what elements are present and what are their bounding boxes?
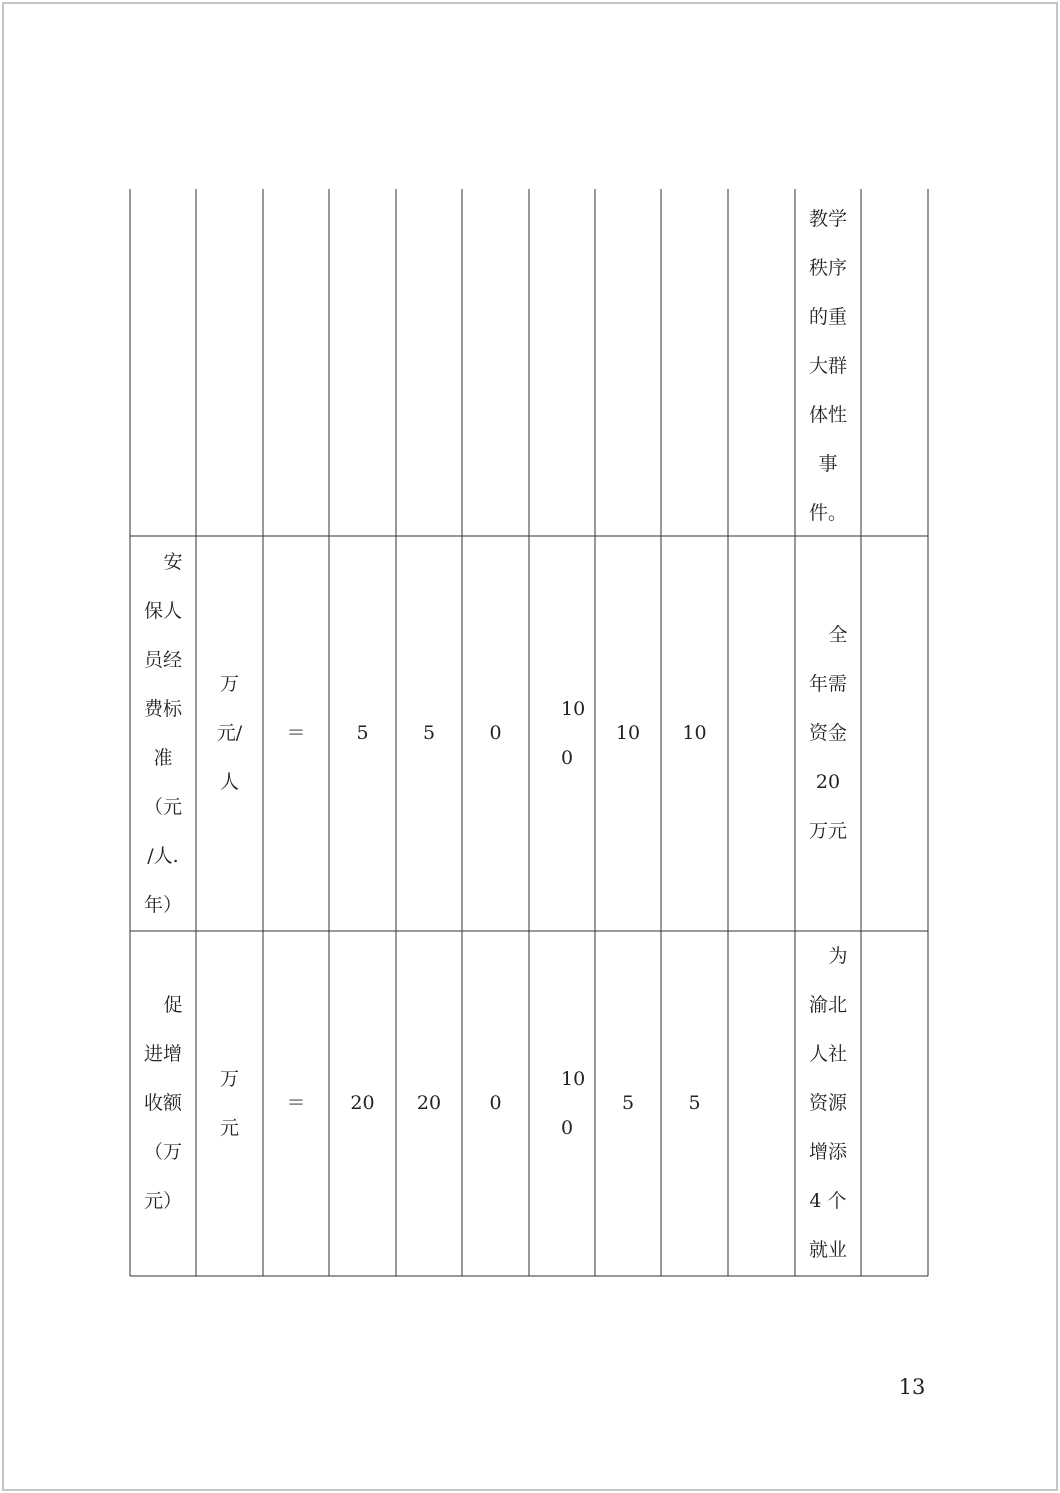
value-cell xyxy=(661,536,728,931)
operator-cell-line: ＝ xyxy=(286,1092,306,1114)
value-cell-wrapped xyxy=(529,536,595,931)
empty-cell xyxy=(728,536,795,931)
indicator-cell-line: 费标 xyxy=(143,697,182,720)
value-cell-line: 20 xyxy=(350,1092,375,1114)
indicator-cell-line: 元） xyxy=(143,1190,182,1212)
remark-cell xyxy=(795,189,861,536)
value-cell xyxy=(595,536,661,931)
value-cell xyxy=(396,536,462,931)
remark-cell-line: 人社 xyxy=(808,1043,847,1065)
indicator-cell-line: 年） xyxy=(143,893,182,916)
indicator-cell-line: 员经 xyxy=(143,648,182,671)
indicator-cell-line: /人. xyxy=(147,844,179,867)
empty-cell xyxy=(861,931,928,1276)
remark-cell-line: 事 xyxy=(818,453,838,475)
value-cell-wrapped xyxy=(529,931,595,1276)
value-cell-line: 5 xyxy=(688,1092,701,1114)
indicator-cell-line: 准 xyxy=(153,746,173,769)
remark-cell-line: 体性 xyxy=(808,404,847,426)
unit-cell-line: 万 xyxy=(219,673,239,695)
unit-cell xyxy=(196,931,263,1276)
value-cell-line: 10 xyxy=(615,722,641,744)
indicator-cell-line: （万 xyxy=(143,1141,182,1163)
remark-cell-line: 资源 xyxy=(808,1092,847,1114)
unit-cell-line: 元/ xyxy=(216,722,243,744)
value-cell-wrapped-line: 0 xyxy=(561,1116,574,1139)
remark-cell-line: 4 个 xyxy=(809,1190,847,1212)
operator-cell-line: ＝ xyxy=(286,722,306,744)
value-cell-line: 10 xyxy=(682,722,707,744)
remark-cell-line: 增添 xyxy=(808,1141,847,1163)
remark-cell-line: 渝北 xyxy=(808,994,847,1016)
value-cell-line: 5 xyxy=(621,1092,635,1114)
remark-cell-line: 秩序 xyxy=(808,257,847,279)
remark-cell-line: 万元 xyxy=(808,820,847,842)
value-cell xyxy=(661,931,728,1276)
unit-cell-line: 元 xyxy=(219,1116,239,1139)
indicator-cell xyxy=(130,536,196,931)
remark-cell xyxy=(795,536,861,931)
remark-cell-line: 件。 xyxy=(808,502,847,524)
remark-cell-line: 为 xyxy=(828,945,848,967)
value-cell-line: 0 xyxy=(489,722,502,744)
indicator-cell-line: 促 xyxy=(163,994,183,1016)
value-cell xyxy=(462,931,529,1276)
operator-cell xyxy=(263,536,329,931)
operator-cell xyxy=(263,931,329,1276)
empty-cell xyxy=(861,536,928,931)
value-cell xyxy=(595,931,661,1276)
unit-cell xyxy=(196,536,263,931)
value-cell xyxy=(396,931,462,1276)
remark-cell xyxy=(795,931,861,1276)
indicator-cell-line: （元 xyxy=(143,795,182,818)
value-cell-wrapped-line: 10 xyxy=(561,1067,586,1090)
unit-cell-line: 人 xyxy=(219,771,239,793)
page-number: 13 xyxy=(898,1375,926,1399)
remark-cell-line: 教学 xyxy=(808,208,847,230)
value-cell-line: 5 xyxy=(422,722,436,744)
indicator-cell-line: 进增 xyxy=(143,1043,182,1065)
value-cell-wrapped-line: 10 xyxy=(561,697,586,720)
value-cell xyxy=(329,931,396,1276)
indicator-cell-line: 安 xyxy=(163,550,183,573)
value-cell-line: 5 xyxy=(356,722,369,744)
indicator-cell xyxy=(130,931,196,1276)
value-cell-line: 20 xyxy=(416,1092,442,1114)
remark-cell-line: 年需 xyxy=(808,673,847,695)
remark-cell-line: 就业 xyxy=(808,1239,847,1261)
value-cell-line: 0 xyxy=(489,1092,502,1114)
value-cell xyxy=(329,536,396,931)
unit-cell-line: 万 xyxy=(219,1067,239,1090)
indicator-cell-line: 保人 xyxy=(143,599,182,622)
empty-cell xyxy=(728,931,795,1276)
remark-cell-line: 的重 xyxy=(808,306,847,328)
indicator-cell-line: 收额 xyxy=(143,1092,182,1114)
remark-cell-line: 资金 xyxy=(808,722,847,744)
value-cell-wrapped-line: 0 xyxy=(561,746,574,769)
remark-cell-line: 20 xyxy=(815,771,841,793)
value-cell xyxy=(462,536,529,931)
remark-cell-line: 大群 xyxy=(808,355,847,377)
document-page xyxy=(2,2,1058,1491)
remark-cell-line: 全 xyxy=(828,624,848,646)
